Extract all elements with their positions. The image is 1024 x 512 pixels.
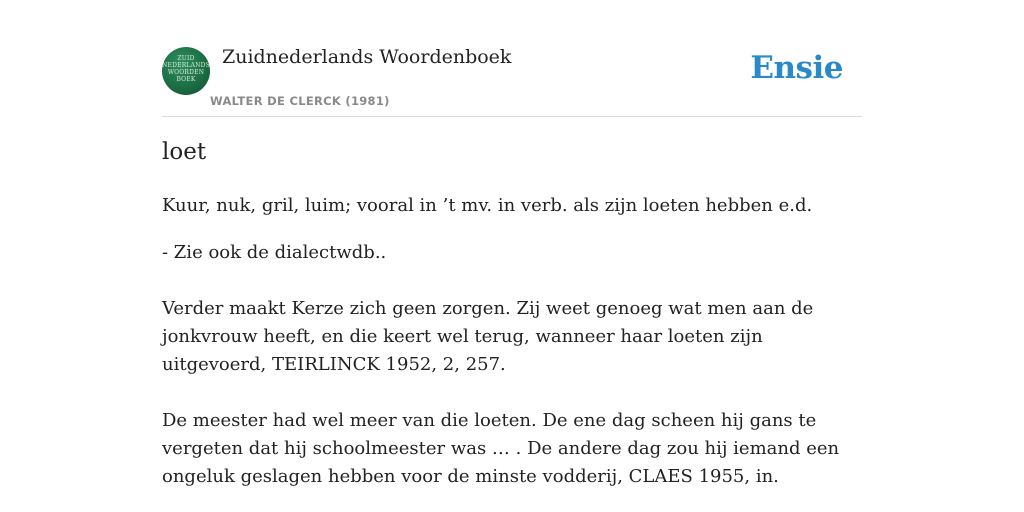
entry-see-also: - Zie ook de dialectwdb.. <box>162 242 387 263</box>
entry-quote: Verder maakt Kerze zich geen zorgen. Zij weet genoeg wat men aan de jonkvrouw heeft, en die keert wel terug, wanneer haar loeten zijn uitgevoerd, TEIRLINCK 1952, 2, 257. <box>162 298 814 375</box>
entry-quote: De meester had wel meer van die loeten. De ene dag scheen hij gans te vergeten dat hij schoolmeester was … . De andere dag zou hij iemand een ongeluk geslagen hebben voor de minste vodderij, CLAES 1955, in. <box>162 410 840 487</box>
entry-headword: loet <box>162 139 207 165</box>
logo-line: ZUID <box>177 55 195 62</box>
entry-definition: Kuur, nuk, gril, luim; vooral in ’t mv. in verb. als zijn loeten hebben e.d. <box>162 195 813 216</box>
entry-card <box>162 0 862 487</box>
logo-line: WOORDEN <box>167 69 205 76</box>
logo-line: NEDERLANDS <box>162 62 210 69</box>
dictionary-author: WALTER DE CLERCK (1981) <box>210 94 390 108</box>
dictionary-header <box>162 0 862 117</box>
ensie-logo-link[interactable]: Ensie <box>750 50 843 86</box>
dictionary-title[interactable]: Zuidnederlands Woordenboek <box>222 46 512 68</box>
logo-lettering <box>162 55 210 83</box>
logo-line: BOEK <box>176 76 196 83</box>
dictionary-logo[interactable] <box>162 47 210 95</box>
